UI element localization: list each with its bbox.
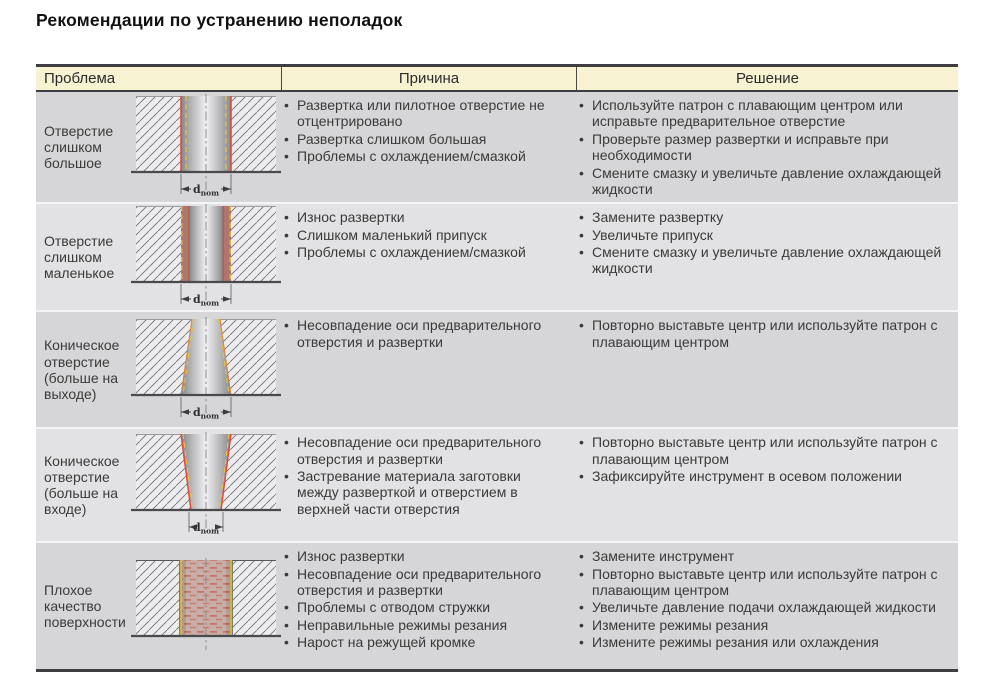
problem-label: Отверстие слишком большое: [44, 122, 114, 172]
page-title: Рекомендации по устранению неполадок: [36, 10, 403, 30]
dnom-label: $d_{nom}$: [192, 405, 220, 421]
cause-list: [281, 317, 576, 355]
table-row: [36, 92, 958, 202]
table-row: [36, 310, 958, 427]
dnom-label: $d_{nom}$: [192, 293, 220, 308]
solution-item: • Увеличьте припуск: [578, 227, 948, 243]
solution-cell: [576, 204, 958, 310]
problem-label: Коническое отверстие (больше на выходе): [44, 337, 120, 402]
cause-item: • Развертка слишком большая: [283, 131, 566, 147]
solution-list: [576, 434, 958, 489]
solution-list: [576, 209, 958, 282]
solution-list: [576, 317, 958, 355]
solution-item: • Повторно выставьте центр или используйте патрон с плавающим центром: [578, 434, 948, 467]
hole-diagram-taper-entry: [131, 429, 281, 541]
cause-item: • Проблемы с охлаждением/смазкой: [283, 244, 566, 260]
solution-item: • Смените смазку и увеличьте давление охлаждающей жидкости: [578, 165, 948, 198]
solution-item: • Замените развертку: [578, 209, 948, 225]
table-header: [36, 67, 958, 92]
solution-cell: [576, 429, 958, 541]
solution-item: • Повторно выставьте центр или используйте патрон с плавающим центром: [578, 317, 948, 350]
solution-item: • Увеличьте давление подачи охлаждающей жидкости: [578, 599, 948, 615]
hole-diagram-taper-exit: [131, 312, 281, 427]
hole-diagram-rough-surface: [131, 543, 281, 669]
hole-diagram-svg: [131, 432, 281, 538]
cause-list: [281, 548, 576, 655]
table-row: [36, 541, 958, 669]
solution-item: • Измените режимы резания: [578, 617, 948, 633]
header-solution: Решение: [576, 67, 958, 90]
hole-diagram-svg: [131, 94, 281, 200]
cause-item: • Проблемы с отводом стружки: [283, 599, 566, 615]
solution-item: • Измените режимы резания или охлаждения: [578, 634, 948, 650]
dnom-label: $d_{nom}$: [192, 183, 220, 198]
cause-cell: [281, 543, 576, 669]
cause-item: • Несовпадение оси предварительного отверстия и развертки: [283, 566, 566, 599]
troubleshooting-table: [36, 64, 958, 672]
cause-item: • Износ развертки: [283, 548, 566, 564]
hole-diagram-svg: [131, 317, 281, 423]
hole-diagram-svg: [131, 558, 281, 654]
problem-label: Отверстие слишком маленькое: [44, 232, 115, 282]
cause-item: • Несовпадение оси предварительного отверстия и развертки: [283, 317, 566, 350]
cause-item: • Нарост на режущей кромке: [283, 634, 566, 650]
solution-item: • Используйте патрон с плавающим центром или исправьте предварительное отверстие: [578, 97, 948, 130]
cause-cell: [281, 429, 576, 541]
table-row: [36, 202, 958, 310]
hole-diagram-svg: [131, 204, 281, 310]
solution-item: • Смените смазку и увеличьте давление охлаждающей жидкости: [578, 244, 948, 277]
solution-item: • Замените инструмент: [578, 548, 948, 564]
header-cause: Причина: [281, 67, 576, 90]
dnom-label: $d_{nom}$: [192, 521, 220, 536]
cause-list: [281, 434, 576, 522]
problem-label: Плохое качество поверхности: [44, 581, 126, 631]
hole-diagram-too-big: [131, 92, 281, 202]
solution-cell: [576, 543, 958, 669]
cause-cell: [281, 204, 576, 310]
cause-item: • Слишком маленький припуск: [283, 227, 566, 243]
cause-item: • Развертка или пилотное отверстие не отцентрировано: [283, 97, 566, 130]
cause-item: • Неправильные режимы резания: [283, 617, 566, 633]
solution-cell: [576, 312, 958, 427]
solution-item: • Проверьте размер развертки и исправьте при необходимости: [578, 131, 948, 164]
table-row: [36, 427, 958, 541]
solution-cell: [576, 92, 958, 202]
solution-list: [576, 97, 958, 202]
cause-item: • Износ развертки: [283, 209, 566, 225]
cause-list: [281, 97, 576, 170]
problem-label: Коническое отверстие (больше на входе): [44, 452, 120, 518]
cause-cell: [281, 92, 576, 202]
solution-item: • Зафиксируйте инструмент в осевом положении: [578, 468, 948, 484]
cause-list: [281, 209, 576, 265]
cause-item: • Проблемы с охлаждением/смазкой: [283, 148, 566, 164]
cause-item: • Несовпадение оси предварительного отверстия и развертки: [283, 434, 566, 467]
cause-item: • Застревание материала заготовки между разверткой и отверстием в верхней части отверстия: [283, 468, 566, 517]
header-problem: Проблема: [44, 70, 116, 87]
solution-item: • Повторно выставьте центр или используйте патрон с плавающим центром: [578, 566, 948, 599]
hole-diagram-too-small: [131, 204, 281, 310]
solution-list: [576, 548, 958, 655]
cause-cell: [281, 312, 576, 427]
